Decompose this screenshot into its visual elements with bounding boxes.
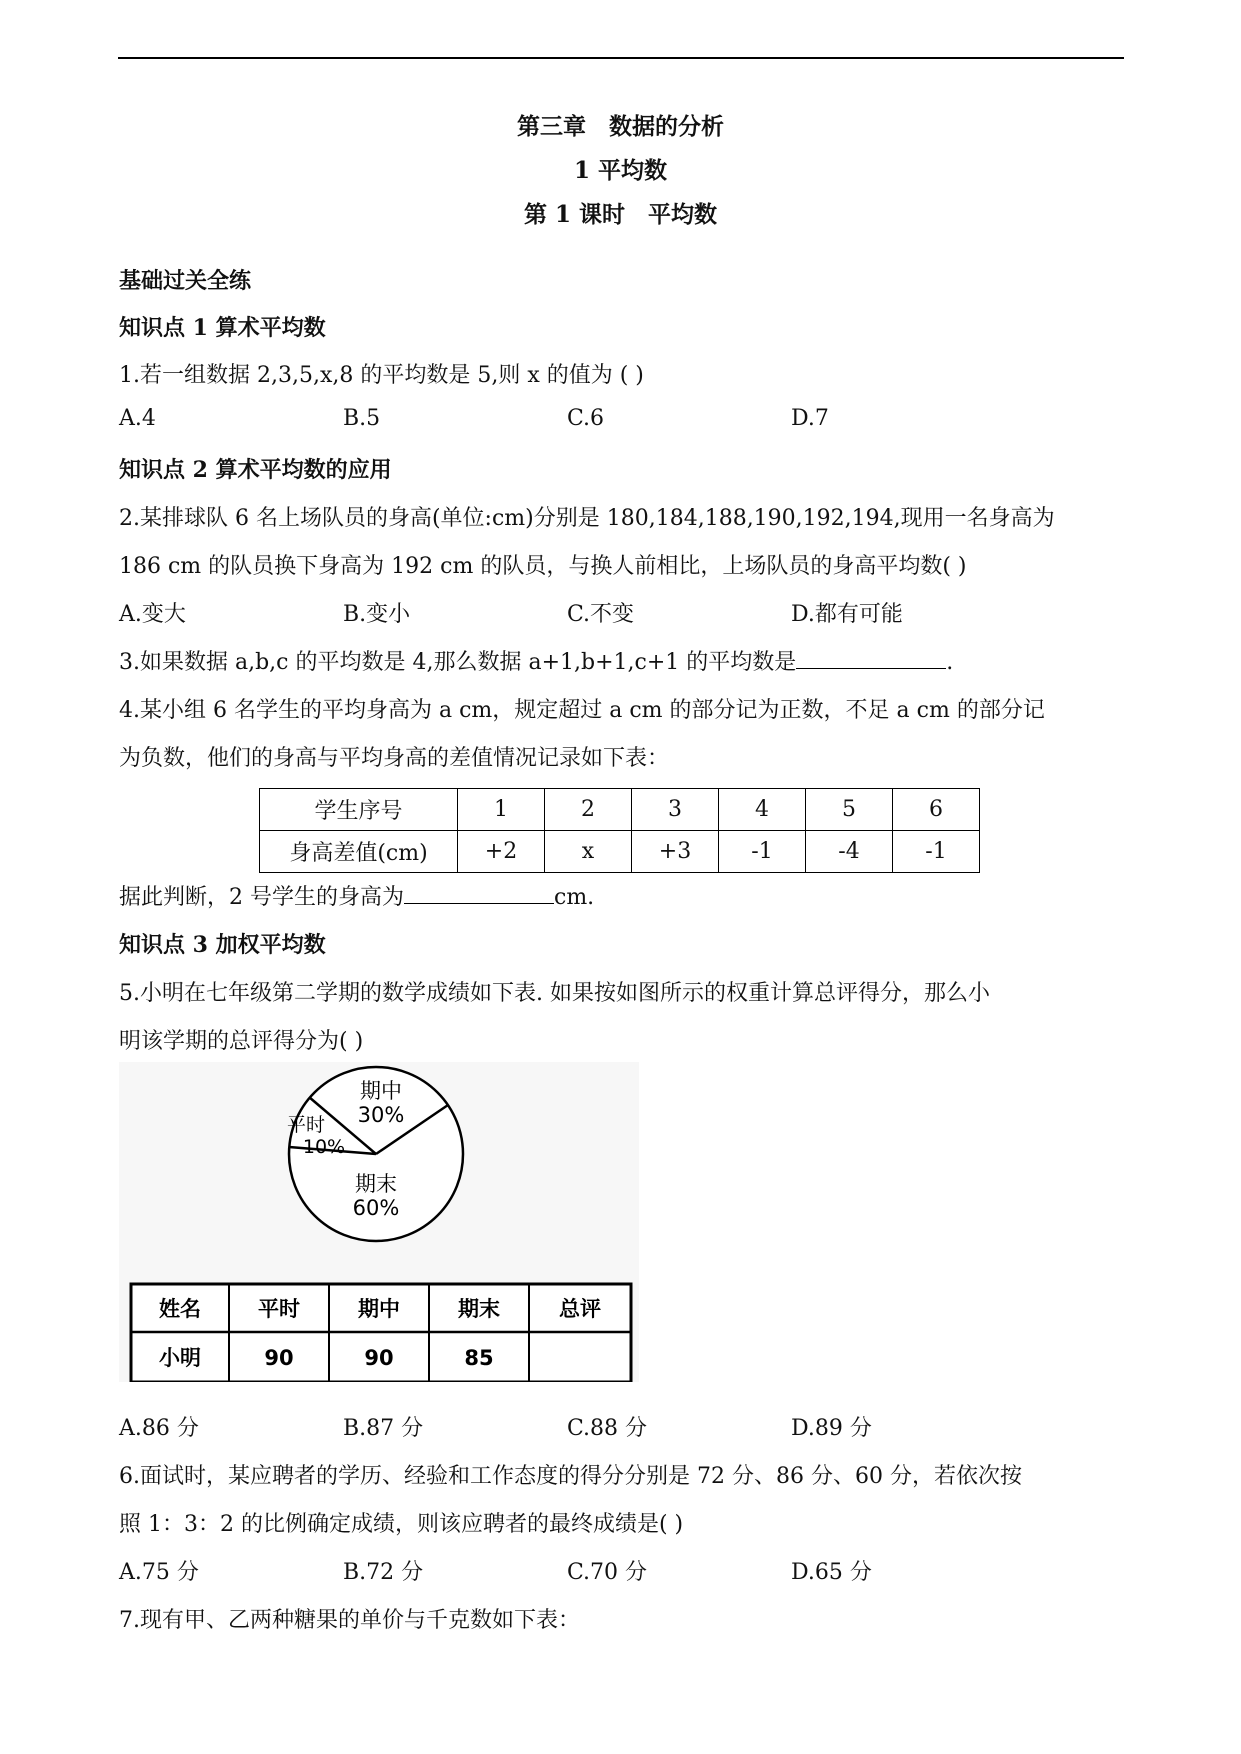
q3-answer-blank[interactable] <box>796 648 946 669</box>
score-cell-name: 小明 <box>159 1346 201 1370</box>
q1-option-a[interactable]: A.4 <box>119 406 156 431</box>
score-header-name: 姓名 <box>159 1297 201 1321</box>
knowledge-point-2: 知识点 2 算术平均数的应用 <box>119 457 392 483</box>
question-6-line-1: 6.面试时，某应聘者的学历、经验和工作态度的得分分别是 72 分、86 分、60 分，若依次按 <box>119 1464 1022 1489</box>
question-3 <box>119 645 953 676</box>
section-title: 1 平均数 <box>573 157 667 184</box>
pie-percent-daily: 10% <box>302 1136 346 1158</box>
q5-option-d[interactable]: D.89 分 <box>791 1416 872 1441</box>
q1-option-d[interactable]: D.7 <box>791 406 829 431</box>
q5-option-b[interactable]: B.87 分 <box>343 1416 424 1441</box>
q6-option-a[interactable]: A.75 分 <box>119 1560 199 1585</box>
q5-figure <box>119 1062 639 1382</box>
table-cell: 5 <box>806 789 893 831</box>
question-1-stem: 1.若一组数据 2,3,5,x,8 的平均数是 5,则 x 的值为 ( ) <box>119 363 644 388</box>
q6-option-d[interactable]: D.65 分 <box>791 1560 872 1585</box>
question-5-line-1: 5.小明在七年级第二学期的数学成绩如下表. 如果按如图所示的权重计算总评得分，那么小 <box>119 981 990 1006</box>
score-header-total: 总评 <box>559 1297 601 1321</box>
q2-option-d[interactable]: D.都有可能 <box>791 602 903 627</box>
question-4-after <box>119 880 594 911</box>
knowledge-point-3: 知识点 3 加权平均数 <box>119 932 326 958</box>
q6-option-b[interactable]: B.72 分 <box>343 1560 424 1585</box>
q5-option-a[interactable]: A.86 分 <box>119 1416 199 1441</box>
question-6-line-2: 照 1：3：2 的比例确定成绩，则该应聘者的最终成绩是( ) <box>119 1512 684 1537</box>
table-cell: 学生序号 <box>260 789 458 831</box>
header-rule <box>118 57 1124 59</box>
question-4-after-pre: 据此判断，2 号学生的身高为 <box>119 885 404 910</box>
pie-percent-final: 60% <box>352 1196 400 1220</box>
score-cell-daily: 90 <box>264 1346 294 1370</box>
question-4-after-post: cm. <box>554 885 595 910</box>
question-2-line-1: 2.某排球队 6 名上场队员的身高(单位:cm)分别是 180,184,188,190,192,194,现用一名身高为 <box>119 506 1055 531</box>
question-5-line-2: 明该学期的总评得分为( ) <box>119 1029 364 1054</box>
q4-answer-blank[interactable] <box>404 883 554 904</box>
table-cell: 6 <box>893 789 980 831</box>
height-difference-table <box>259 788 980 873</box>
table-cell: 4 <box>719 789 806 831</box>
score-cell-midterm: 90 <box>364 1346 394 1370</box>
table-cell: +2 <box>458 831 545 873</box>
question-4-line-2: 为负数，他们的身高与平均身高的差值情况记录如下表： <box>119 746 670 771</box>
pie-percent-midterm: 30% <box>357 1103 405 1127</box>
table-row <box>260 831 980 873</box>
q1-option-c[interactable]: C.6 <box>567 406 605 431</box>
score-header-midterm: 期中 <box>358 1297 400 1321</box>
table-cell: 2 <box>545 789 632 831</box>
question-7-stem: 7.现有甲、乙两种糖果的单价与千克数如下表： <box>119 1608 580 1633</box>
q2-option-b[interactable]: B.变小 <box>343 602 411 627</box>
score-header-daily: 平时 <box>258 1297 300 1321</box>
table-cell: 1 <box>458 789 545 831</box>
knowledge-point-1: 知识点 1 算术平均数 <box>119 315 326 341</box>
score-cell-final: 85 <box>464 1346 494 1370</box>
pie-label-daily: 平时 <box>286 1114 326 1136</box>
score-table <box>131 1284 631 1382</box>
table-cell: -1 <box>893 831 980 873</box>
weight-pie-chart <box>287 1067 463 1241</box>
part-title: 基础过关全练 <box>119 268 252 294</box>
q5-option-c[interactable]: C.88 分 <box>567 1416 648 1441</box>
table-cell: +3 <box>632 831 719 873</box>
question-4-line-1: 4.某小组 6 名学生的平均身高为 a cm，规定超过 a cm 的部分记为正数，不足 a cm 的部分记 <box>119 698 1045 723</box>
q2-option-c[interactable]: C.不变 <box>567 602 635 627</box>
table-cell: 身高差值(cm) <box>260 831 458 873</box>
pie-label-final: 期末 <box>355 1172 397 1196</box>
lesson-title: 第 1 课时 平均数 <box>523 201 718 228</box>
question-2-line-2: 186 cm 的队员换下身高为 192 cm 的队员，与换人前相比，上场队员的身高平均数( ) <box>119 554 967 579</box>
table-cell: -4 <box>806 831 893 873</box>
chapter-title: 第三章 数据的分析 <box>517 113 724 140</box>
pie-label-midterm: 期中 <box>360 1079 402 1103</box>
question-3-tail: . <box>946 650 954 675</box>
q2-option-a[interactable]: A.变大 <box>119 602 186 627</box>
table-cell: x <box>545 831 632 873</box>
table-cell: -1 <box>719 831 806 873</box>
question-3-stem: 3.如果数据 a,b,c 的平均数是 4,那么数据 a+1,b+1,c+1 的平均数是 <box>119 650 797 675</box>
q6-option-c[interactable]: C.70 分 <box>567 1560 648 1585</box>
score-header-final: 期末 <box>458 1297 500 1321</box>
table-header-row <box>260 789 980 831</box>
table-cell: 3 <box>632 789 719 831</box>
q1-option-b[interactable]: B.5 <box>343 406 381 431</box>
